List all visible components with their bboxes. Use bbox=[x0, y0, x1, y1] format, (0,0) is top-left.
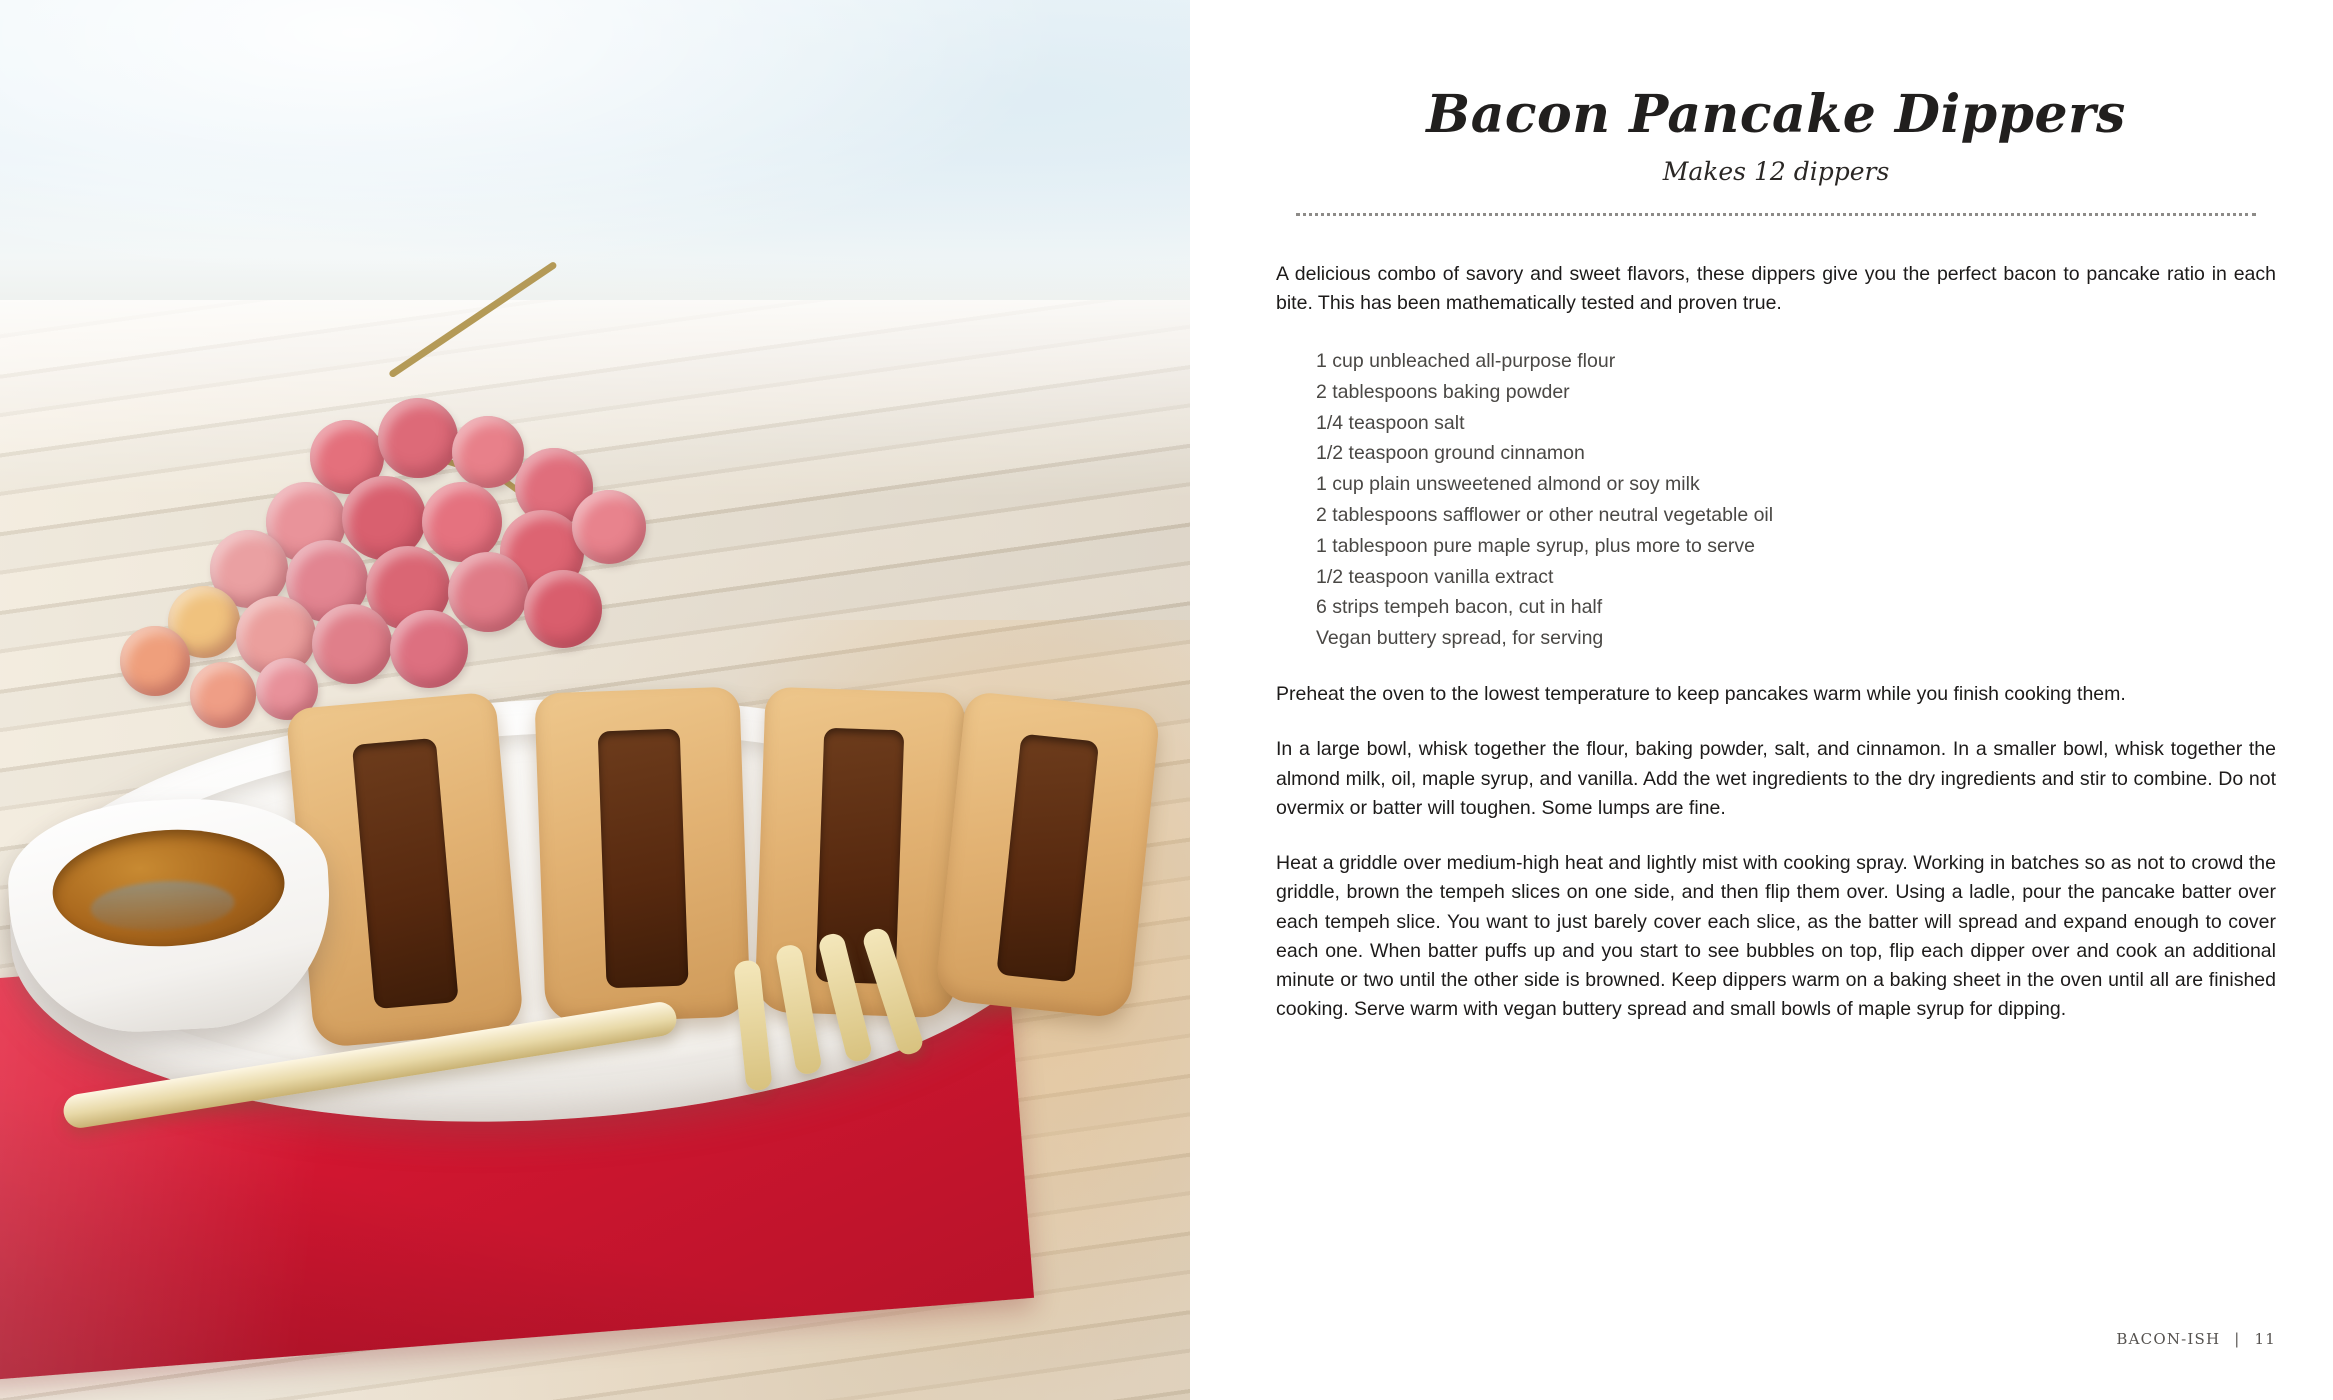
photo-dipper-4 bbox=[934, 691, 1160, 1020]
page-title: Bacon Pancake Dippers bbox=[1426, 84, 2126, 145]
photo-background-sky bbox=[0, 0, 1190, 330]
ingredient-item: 2 tablespoons baking powder bbox=[1316, 380, 1570, 403]
recipe-step: Heat a griddle over medium-high heat and lightly mist with cooking spray. Working in batches so as not to crowd the griddle, brown the tempeh slices on one side, and then flip them over. Using a ladle, pour the pancake batter over each tempeh slice. You want to just barely cover each slice, as the batter will spread and expand enough to cover each one. When batter puffs up and you start to see bubbles on top, flip each dipper over and cook an additional minute or two until the other side is browned. Keep dippers warm on a baking sheet in the oven until all are finished cooking. Serve warm with vegan buttery spread and small bowls of maple syrup for dipping. bbox=[1276, 852, 2276, 1021]
ingredient-item: 1/2 teaspoon ground cinnamon bbox=[1316, 442, 1585, 465]
footer-book-title: BACON-ISH bbox=[2116, 1330, 2221, 1348]
recipe-page bbox=[1190, 0, 2333, 1400]
photo-tempeh-strip bbox=[996, 734, 1099, 983]
footer-page-number: 11 bbox=[2254, 1330, 2276, 1348]
divider bbox=[1296, 212, 2256, 216]
footer-separator: | bbox=[2234, 1330, 2241, 1348]
photo-tempeh-strip bbox=[597, 728, 688, 988]
photo-maple-syrup bbox=[50, 824, 288, 952]
ingredient-item: 6 strips tempeh bacon, cut in half bbox=[1316, 596, 1603, 619]
ingredient-item: 1/4 teaspoon salt bbox=[1316, 411, 1465, 434]
recipe-step: In a large bowl, whisk together the flour, baking powder, salt, and cinnamon. In a smaller bowl, whisk together the almond milk, oil, maple syrup, and vanilla. Add the wet ingredients to the dry ingredients and stir to combine. Do not overmix or batter will toughen. Some lumps are fine. bbox=[1276, 738, 2276, 819]
recipe-yield: Makes 12 dippers bbox=[1662, 156, 1890, 186]
page-footer bbox=[2116, 1330, 2276, 1348]
ingredient-item: Vegan buttery spread, for serving bbox=[1316, 627, 1604, 650]
ingredient-list bbox=[1276, 346, 2276, 654]
ingredient-item: 1/2 teaspoon vanilla extract bbox=[1316, 565, 1554, 588]
ingredient-item: 1 tablespoon pure maple syrup, plus more to serve bbox=[1316, 534, 1755, 557]
photo-grapes-cluster bbox=[60, 390, 700, 720]
ingredient-item: 1 cup unbleached all-purpose flour bbox=[1316, 350, 1616, 373]
photo-dipper-2 bbox=[534, 687, 750, 1024]
recipe-step: Preheat the oven to the lowest temperature to keep pancakes warm while you finish cooking them. bbox=[1276, 683, 2126, 706]
recipe-intro: A delicious combo of savory and sweet flavors, these dippers give you the perfect bacon to pancake ratio in each bite. This has been mathematically tested and proven true. bbox=[1276, 262, 2276, 314]
ingredient-item: 2 tablespoons safflower or other neutral vegetable oil bbox=[1316, 504, 1774, 527]
photo-tempeh-strip bbox=[352, 738, 459, 1009]
ingredient-item: 1 cup plain unsweetened almond or soy milk bbox=[1316, 473, 1700, 496]
